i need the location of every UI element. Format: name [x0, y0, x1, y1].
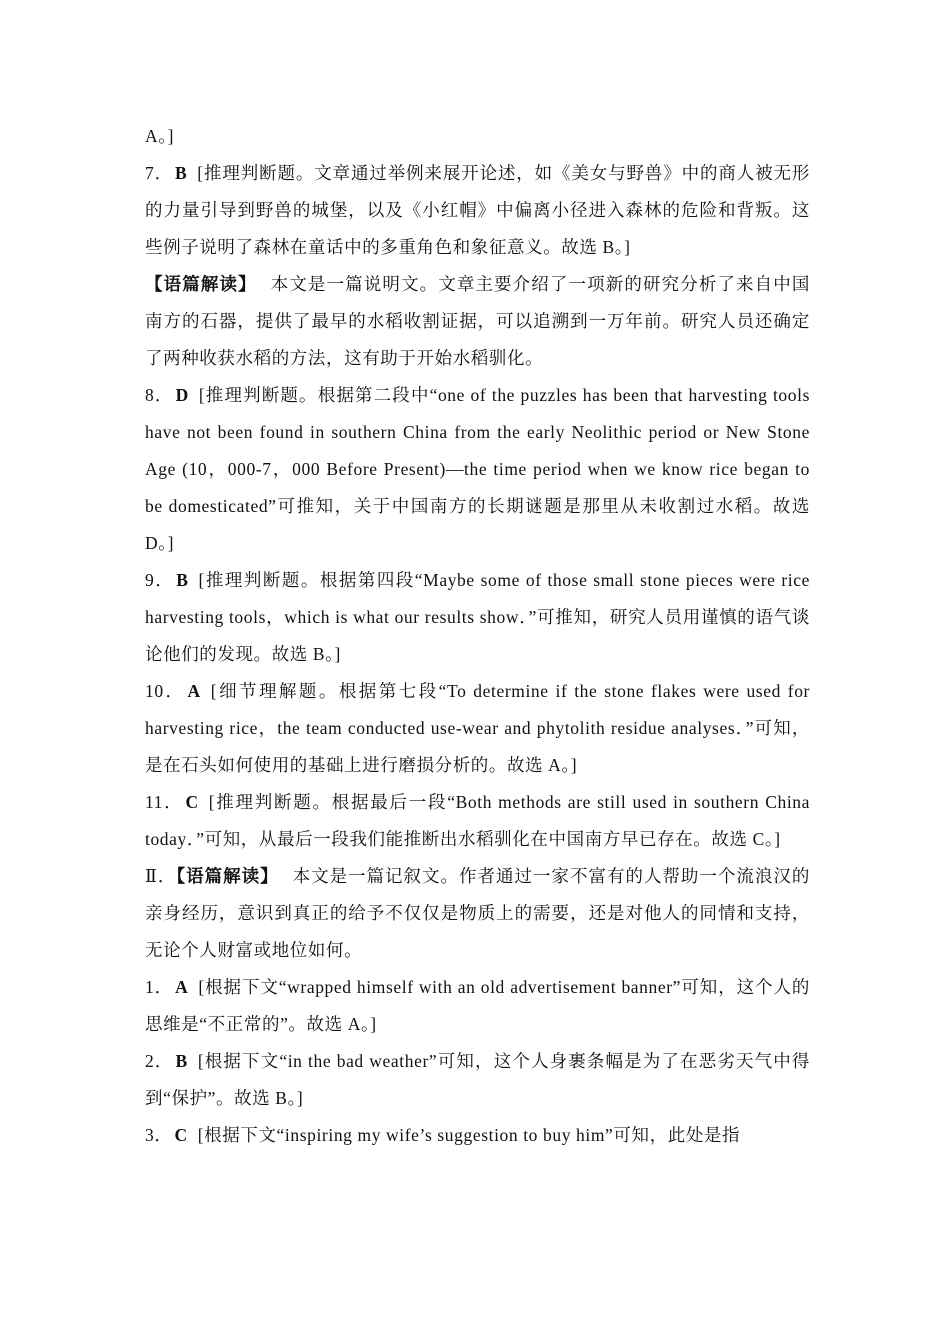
- paragraph-text: [根据下文“inspiring my wife’s suggestion to buy him”可知，此处是指: [197, 1125, 741, 1145]
- passage-interpretation: [145, 266, 810, 377]
- question-number: 11．: [145, 792, 184, 812]
- answer-1: [145, 969, 810, 1043]
- answer-letter: B: [175, 1051, 188, 1071]
- question-number: 9．: [145, 570, 175, 590]
- answer-10: [145, 673, 810, 784]
- question-number: 8．: [145, 385, 174, 405]
- paragraph-text: [根据下文“in the bad weather”可知，这个人身裹条幅是为了在恶劣天气中得到“保护”。故选 B。]: [145, 1051, 811, 1108]
- answer-letter: A: [187, 681, 201, 701]
- answer-letter: A: [175, 977, 189, 997]
- paragraph-text: [细节理解题。根据第七段“To determine if the stone flakes were used for harvesting rice，the team conducted use-wear and phytolith residue analyses．”可知，是在石头如何使用的基础上进行磨损分析的。故选 A。]: [145, 681, 810, 775]
- question-number: 3．: [145, 1125, 173, 1145]
- answer-letter: C: [185, 792, 199, 812]
- paragraph-text: [推理判断题。根据第四段“Maybe some of those small stone pieces were rice harvesting tools，which is what our results show．”可推知，研究人员用谨慎的语气谈论他们的发现。故选 B。]: [145, 570, 810, 664]
- paragraph-continuation: [145, 118, 810, 155]
- section-2-interpretation: [145, 858, 810, 969]
- answer-8: [145, 377, 810, 562]
- answer-7: [145, 155, 810, 266]
- answer-11: [145, 784, 810, 858]
- paragraph-text: A。]: [145, 126, 175, 146]
- paragraph-text: [推理判断题。文章通过举例来展开论述，如《美女与野兽》中的商人被无形的力量引导到野兽的城堡，以及《小红帽》中偏离小径进入森林的危险和背叛。这些例子说明了森林在童话中的多重角色和象征意义。故选 B。]: [145, 163, 810, 257]
- answer-2: [145, 1043, 810, 1117]
- question-number: 10．: [145, 681, 186, 701]
- question-number: 2．: [145, 1051, 174, 1071]
- section-heading: 【语篇解读】: [176, 866, 279, 886]
- answer-letter: B: [176, 570, 189, 590]
- paragraph-text: [根据下文“wrapped himself with an old advertisement banner”可知，这个人的思维是“不正常的”。故选 A。]: [145, 977, 811, 1034]
- question-number: 7．: [145, 163, 173, 183]
- section-heading: 【语篇解读】: [145, 274, 257, 294]
- answer-9: [145, 562, 810, 673]
- paragraph-text: [推理判断题。根据最后一段“Both methods are still used in southern China today．”可知，从最后一段我们能推断出水稻驯化在中国南方早已存在。故选 C。]: [145, 792, 810, 849]
- paragraph-text: 本文是一篇记叙文。作者通过一家不富有的人帮助一个流浪汉的亲身经历，意识到真正的给予不仅仅是物质上的需要，还是对他人的同情和支持，无论个人财富或地位如何。: [145, 866, 810, 960]
- answer-letter: C: [174, 1125, 188, 1145]
- answer-letter: D: [175, 385, 189, 405]
- paragraph-text: [推理判断题。根据第二段中“one of the puzzles has been that harvesting tools have not been found in southern China from the early Neolithic period or New Stone Age (10，000-7，000 Before Present)—the time period when we know rice began to be domesticated”可推知，关于中国南方的长期谜题是那里从未收割过水稻。故选 D。]: [145, 385, 810, 553]
- section-number: Ⅱ．: [145, 866, 177, 886]
- document-page: [145, 118, 810, 1154]
- question-number: 1．: [145, 977, 174, 997]
- answer-3: [145, 1117, 810, 1154]
- paragraph-text: 本文是一篇说明文。文章主要介绍了一项新的研究分析了来自中国南方的石器，提供了最早的水稻收割证据，可以追溯到一万年前。研究人员还确定了两种收获水稻的方法，这有助于开始水稻驯化。: [145, 274, 810, 368]
- answer-letter: B: [175, 163, 188, 183]
